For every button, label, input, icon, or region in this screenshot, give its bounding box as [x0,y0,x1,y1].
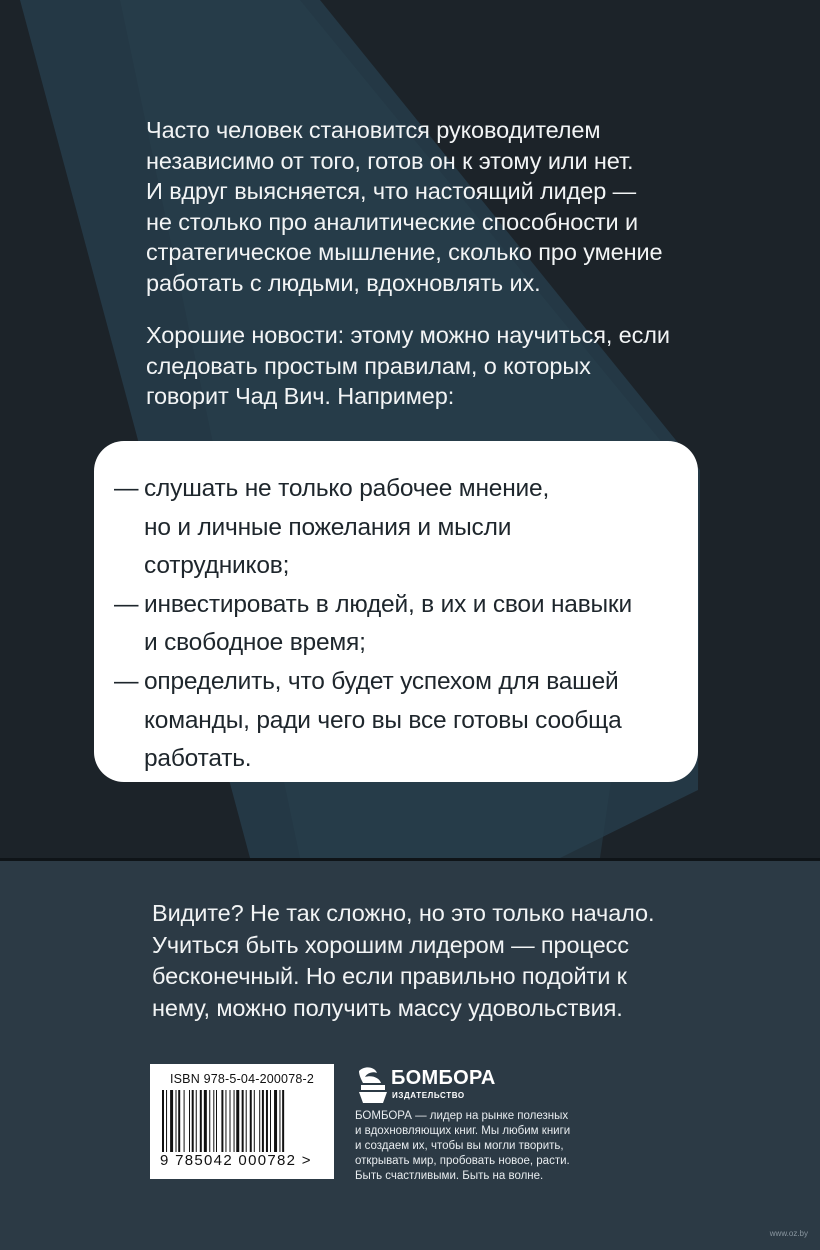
barcode-bar [262,1090,264,1152]
list-item [114,586,694,663]
barcode-bar [178,1090,180,1152]
list-item-text: определить, что будет успехом для вашей команды, ради чего вы все готовы сообща работать. [144,667,622,773]
tips-list [114,470,694,779]
barcode-bar [170,1090,173,1152]
barcode-bar [176,1090,177,1152]
barcode-bar [225,1090,226,1152]
barcode-bar [246,1090,247,1152]
barcode-bar [162,1090,164,1152]
barcode-bar [259,1090,260,1152]
barcode-bar [216,1090,217,1152]
tips-card [94,441,698,782]
dash-marker: — [114,667,139,695]
barcode-bar [234,1090,235,1152]
publisher-description: БОМБОРА — лидер на рынке полезных и вдохновляющих книг. Мы любим книги и создаем их, чтобы вы могли творить, открывать мир, пробовать новое, расти. Быть счастливыми. Быть на волне. [355,1110,571,1182]
watermark: www.oz.by [769,1229,808,1238]
isbn-label: ISBN 978-5-04-200078-2 [169,1072,315,1086]
list-item-text: инвестировать в людей, в их и свои навыки и свободное время; [144,590,632,657]
publisher-subtitle: ИЗДАТЕЛЬСТВО [392,1091,465,1100]
barcode-bar [184,1090,185,1152]
intro-paragraph: Часто человек становится руководителем независимо от того, готов он к этому или нет. И вдруг выясняется, что настоящий лидер — не столько про аналитические способности и стратегическое мышление, сколько про умение работать с людьми, вдохновлять их. [146,117,663,296]
barcode-bar [250,1090,252,1152]
list-item-text: слушать не только рабочее мнение, но и личные пожелания и мысли сотрудников; [144,475,550,580]
outro-paragraph: Видите? Не так сложно, но это только начало. Учиться быть хорошим лидером — процесс бесконечный. Но если правильно подойти к нему, можно получить массу удовольствия. [152,900,655,1021]
barcode-bar [209,1090,210,1152]
barcode-bar [279,1090,280,1152]
barcode-bar [192,1090,194,1152]
barcode-bar [266,1090,268,1152]
barcode-bar [196,1090,197,1152]
barcode-bar [282,1090,284,1152]
barcode-bars [162,1090,324,1152]
dash-marker: — [114,590,139,618]
barcode-bar [270,1090,271,1152]
dash-marker: — [114,475,139,502]
publisher-name: БОМБОРА [391,1067,496,1089]
barcode-bar [166,1090,167,1152]
list-item [114,470,694,586]
barcode-digits: 9 785042 000782 > [160,1152,312,1169]
barcode-bar [204,1090,207,1152]
isbn-barcode [150,1064,334,1179]
barcode-bar [200,1090,202,1152]
list-item [114,663,694,779]
barcode-bar [230,1090,231,1152]
barcode-bar [221,1090,223,1152]
barcode-bar [189,1090,190,1152]
barcode-bar [254,1090,255,1152]
barcode-bar [236,1090,239,1152]
barcode-bar [213,1090,214,1152]
barcode-bar [242,1090,244,1152]
intro-paragraph-news: Хорошие новости: этому можно научиться, если следовать простым правилам, о которых говорит Чад Вич. Например: [146,322,670,409]
barcode-bar [274,1090,277,1152]
